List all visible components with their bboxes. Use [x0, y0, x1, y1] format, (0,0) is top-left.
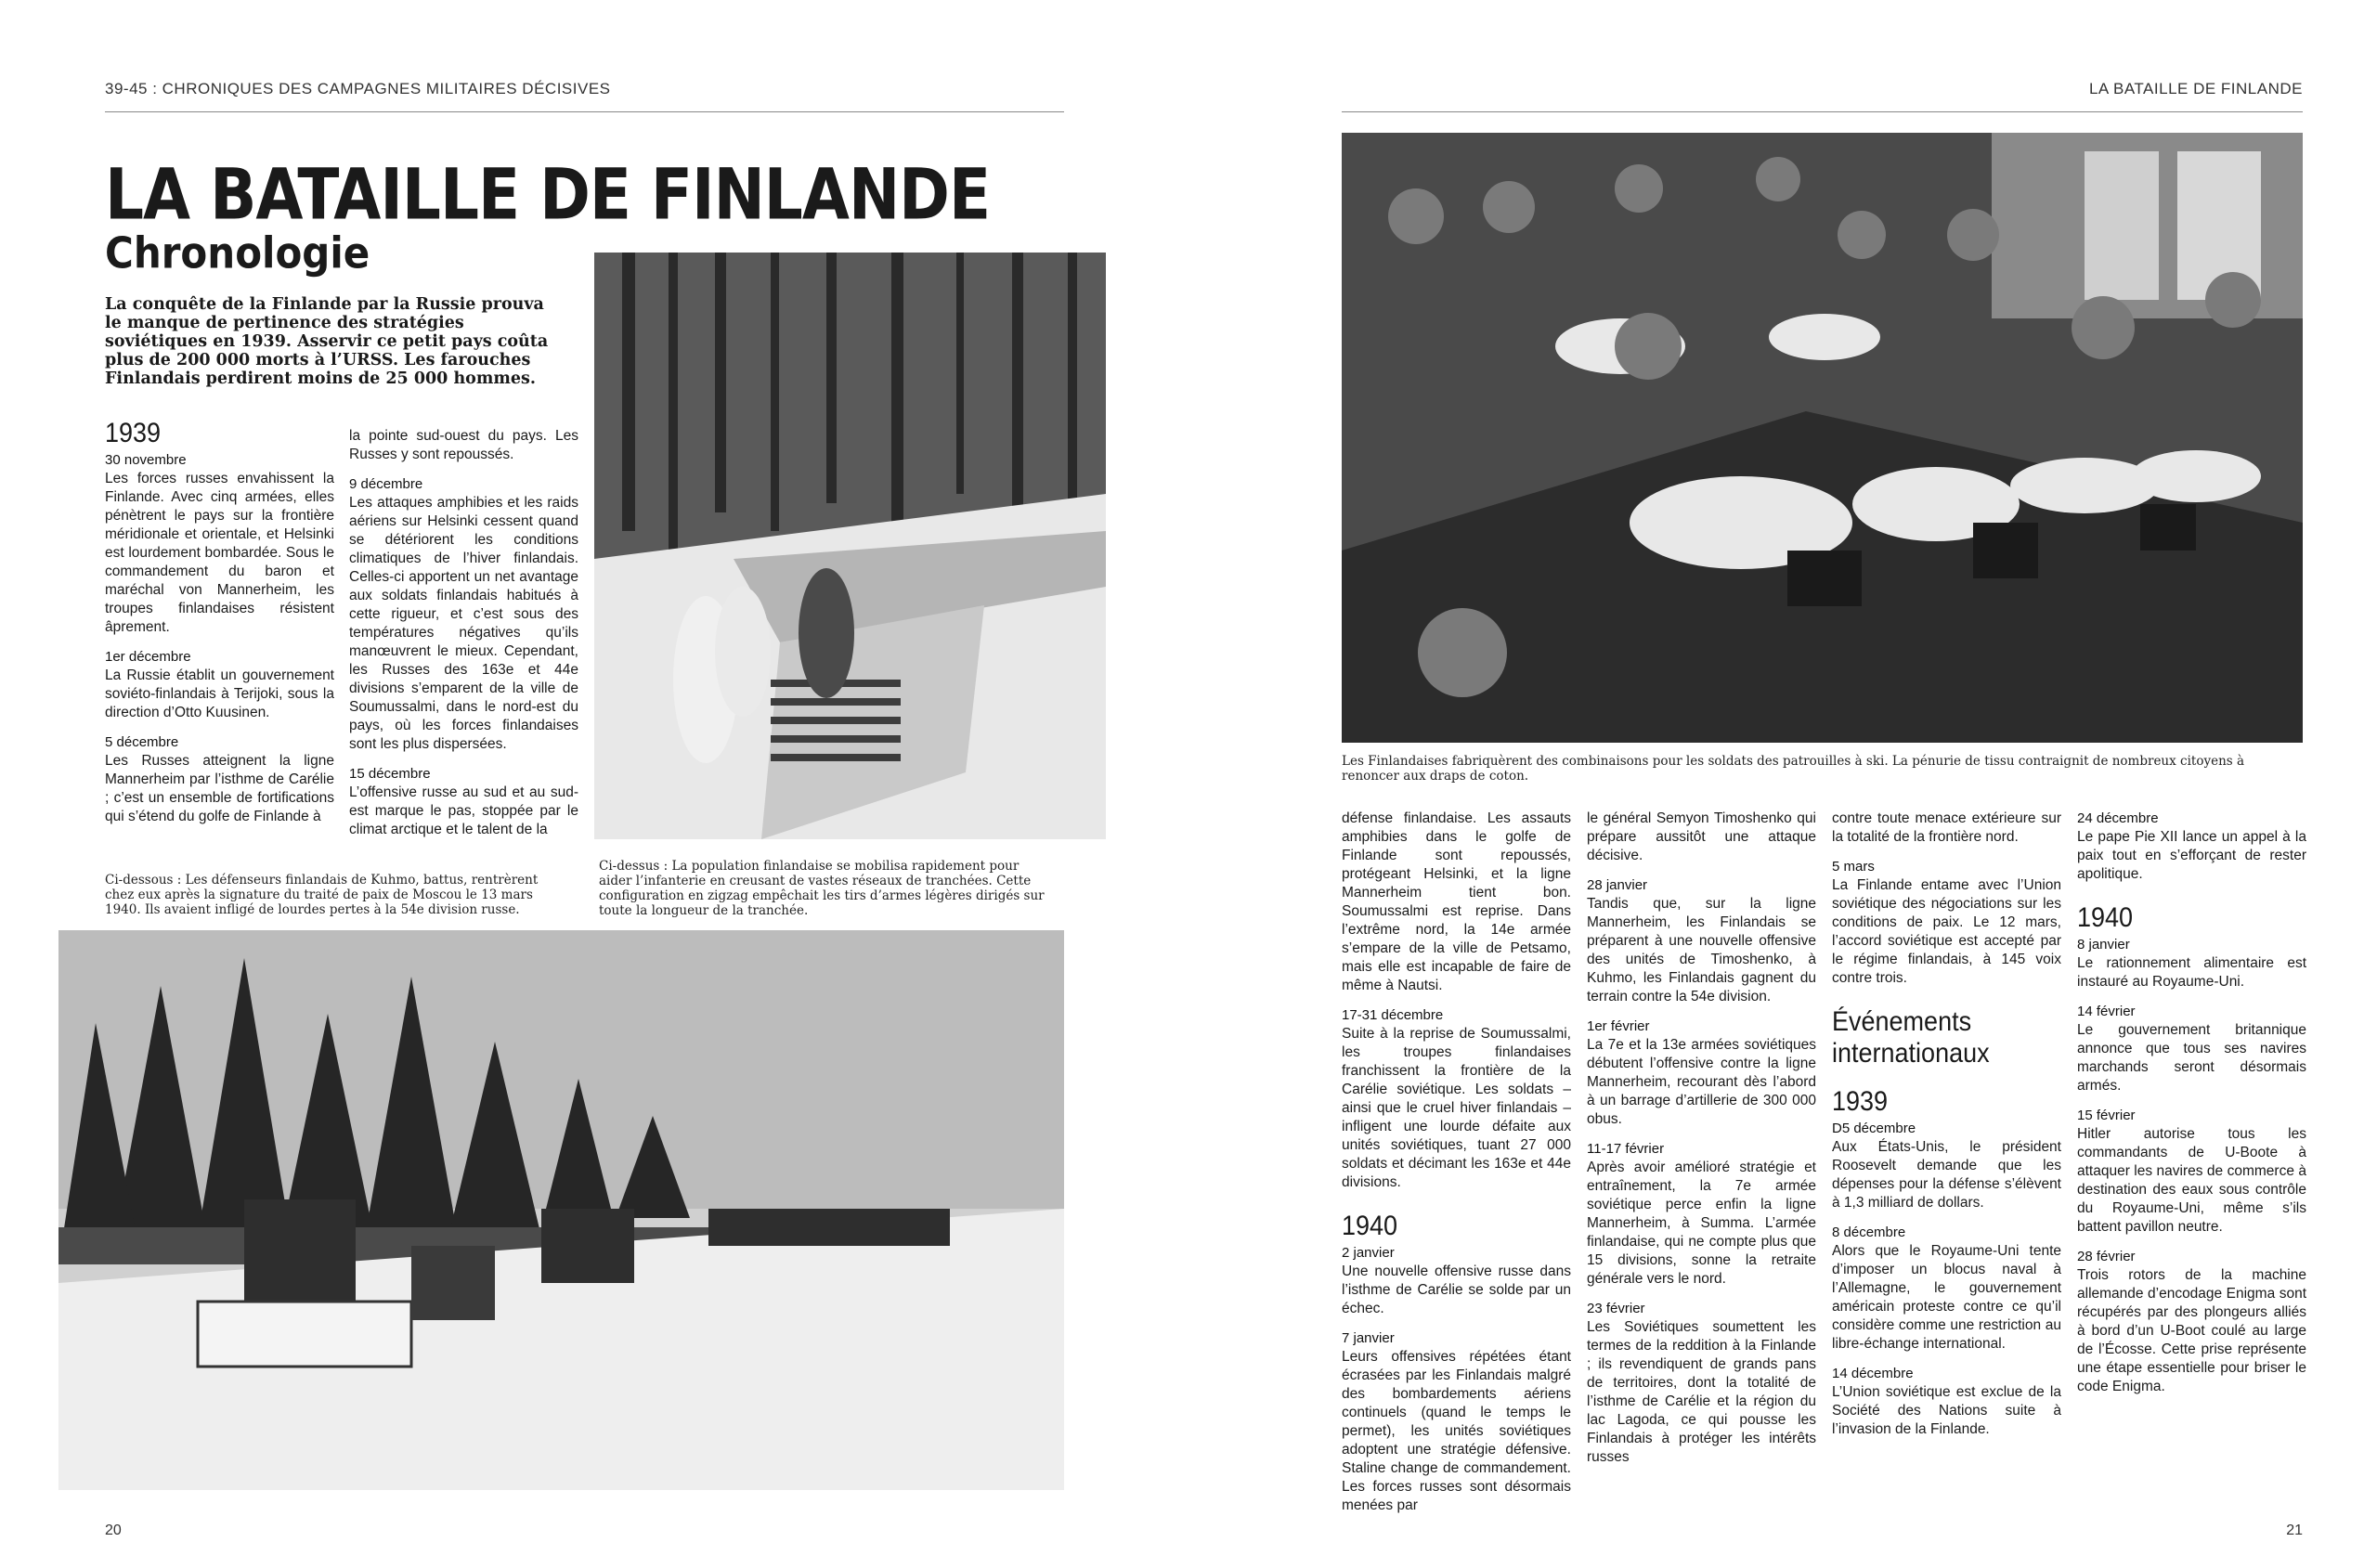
factory-photo	[1342, 133, 2303, 743]
entry-text: Aux États-Unis, le président Roosevelt demande que les dépenses pour la défense s’élèvent à 1,3 milliard de dollars.	[1832, 1139, 2061, 1211]
entry-date: 5 décembre	[105, 734, 179, 750]
convoy-photo	[58, 930, 1064, 1490]
entry-date: 17-31 décembre	[1342, 1007, 1444, 1023]
entry-text: Le pape Pie XII lance un appel à la paix tout en s’efforçant de rester apolitique.	[2077, 829, 2306, 882]
entry-text: Après avoir amélioré stratégie et entraînement, la 7e armée soviétique perce enfin la ligne Mannerheim, à Summa. L’armée finlandaise, qui ne compte plus que 15 divisions, sonne la retraite générale vers le nord.	[1587, 1160, 1816, 1287]
entry-text: Trois rotors de la machine allemande d’encodage Enigma sont récupérés par des plongeurs alliés à bord d’un U-Boot coulé au large de l’Écosse. Cette prise représente une étape essentielle pour briser le code Enigma.	[2077, 1267, 2306, 1394]
trench-photo	[594, 253, 1106, 839]
year-heading: 1939	[105, 418, 162, 448]
entry-text: La Finlande entame avec l’Union soviétique des négociations sur les conditions de paix. Le 12 mars, l’accord soviétique est accepté par le régime finlandais, à 145 voix contre trois.	[1832, 877, 2061, 986]
year-heading: 1940	[2077, 902, 2134, 933]
entry-text: défense finlandaise. Les assauts amphibies dans le golfe de Finlande sont repoussés, protégeant Helsinki, et la ligne Mannerheim tient bon. Soumussalmi est reprise. Dans l’extrême nord, la 14e armée s’empare de la ville de Petsamo, mais elle est incapable de faire de même à Nautsi.	[1342, 810, 1571, 993]
entry-text: Le rationnement alimentaire est instauré au Royaume-Uni.	[2077, 955, 2306, 990]
entry-text: L’Union soviétique est exclue de la Société des Nations suite à l’invasion de la Finlande.	[1832, 1384, 2061, 1437]
entry-text: Leurs offensives répétées étant écrasées par les Finlandais malgré des bombardements aériens continuels (quand le temps le permet), les unités soviétiques adoptent une stratégie défensive. Staline change de commandement. Les forces russes sont désormais menées par	[1342, 1349, 1571, 1513]
header-rule-left	[105, 111, 1064, 112]
entry-text: la pointe sud-ouest du pays. Les Russes y sont repoussés.	[349, 428, 578, 462]
entry-text: Les Soviétiques soumettent les termes de la reddition à la Finlande ; ils revendiquent de grands pans de territoires, dont la totalité de l’isthme de Carélie et la région du lac Lagoda, ce qui pousse les Finlandais à protéger les intérêts russes	[1587, 1319, 1816, 1465]
caption-convoy: Ci-dessous : Les défenseurs finlandais de Kuhmo, battus, rentrèrent chez eux après la signature du traité de paix de Moscou le 13 mars 1940. Ils avaient infligé de lourdes pertes à la 54e division russe.	[105, 873, 539, 917]
entry-text: L’offensive russe au sud et au sud-est marque le pas, stoppée par le climat arctique et le talent de la	[349, 784, 578, 837]
chronology-column-6	[2077, 810, 2306, 1396]
entry-text: Tandis que, sur la ligne Mannerheim, les Finlandais se préparent à une nouvelle offensive des unités de Timoshenko, à Kuhmo, les Finlandais gagnent du terrain contre la 54e division.	[1587, 896, 1816, 1004]
entry-date: D5 décembre	[1832, 1121, 1916, 1136]
entry-text: contre toute menace extérieure sur la totalité de la frontière nord.	[1832, 810, 2061, 845]
entry-date: 7 janvier	[1342, 1330, 1395, 1346]
entry-text: Les Russes atteignent la ligne Mannerheim par l’isthme de Carélie ; c’est un ensemble de fortifications qui s’étend du golfe de Finlande à	[105, 753, 334, 824]
running-head-left: 39-45 : CHRONIQUES DES CAMPAGNES MILITAIRES DÉCISIVES	[105, 80, 611, 97]
entry-date: 24 décembre	[2077, 810, 2159, 826]
entry-date: 15 février	[2077, 1108, 2136, 1123]
entry-date: 2 janvier	[1342, 1245, 1395, 1261]
chronology-column-4	[1587, 810, 1816, 1467]
entry-date: 9 décembre	[349, 476, 423, 492]
page-title: LA BATAILLE DE FINLANDE	[105, 153, 991, 236]
header-rule-right	[1342, 111, 2303, 112]
entry-text: Suite à la reprise de Soumussalmi, les troupes finlandaises franchissent la frontière de la Carélie soviétique. Les soldats – ainsi que le cruel hiver finlandais – infligent une lourde défaite aux unités soviétiques, tuant 27 000 soldats et décimant les 163e et 44e divisions.	[1342, 1026, 1571, 1190]
entry-text: Le gouvernement britannique annonce que tous ses navires marchands seront désormais armés.	[2077, 1022, 2306, 1094]
chronology-column-1	[105, 418, 334, 826]
entry-text: Une nouvelle offensive russe dans l’isthme de Carélie se solde par un échec.	[1342, 1263, 1571, 1316]
entry-text: La Russie établit un gouvernement soviéto-finlandais à Terijoki, sous la direction d’Otto Kuusinen.	[105, 667, 334, 720]
running-head-right: LA BATAILLE DE FINLANDE	[2088, 80, 2303, 97]
page-number-left: 20	[105, 1523, 122, 1538]
entry-date: 14 décembre	[1832, 1366, 1914, 1381]
chronology-column-5	[1832, 810, 2061, 1439]
entry-text: Les forces russes envahissent la Finlande. Avec cinq armées, elles pénètrent le pays sur la frontière méridionale et orientale, et Helsinki est lourdement bombardée. Sous le commandement du baron et maréchal von Mannerheim, les troupes finlandaises résistent âprement.	[105, 471, 334, 635]
year-heading: 1939	[1832, 1086, 1889, 1117]
entry-date: 28 janvier	[1587, 877, 1648, 893]
entry-text: La 7e et la 13e armées soviétiques débutent l’offensive contre la ligne Mannerheim, recourant dès l’abord à un barrage d’artillerie de 300 000 obus.	[1587, 1037, 1816, 1127]
entry-date: 1er février	[1587, 1018, 1650, 1034]
caption-trench: Ci-dessus : La population finlandaise se mobilisa rapidement pour aider l’infanterie en creusant de vastes réseaux de tranchées. Cette configuration en zigzag empêchait les tirs d’armes légères dirigés sur toute la longueur de la tranchée.	[599, 859, 1045, 918]
page-subtitle: Chronologie	[105, 227, 370, 279]
entry-date: 5 mars	[1832, 859, 1875, 875]
chronology-column-2	[349, 427, 578, 839]
chronology-column-3	[1342, 810, 1571, 1515]
intro-paragraph: La conquête de la Finlande par la Russie prouva le manque de pertinence des stratégies soviétiques en 1939. Asservir ce petit pays coûta plus de 200 000 morts à l’URSS. Les farouches Finlandais perdirent moins de 25 000 hommes.	[105, 295, 549, 388]
entry-text: Les attaques amphibies et les raids aériens sur Helsinki cessent quand se détériorent les conditions climatiques de l’hiver finlandais. Celles-ci apportent un net avantage aux soldats finlandais habitués à cette rigueur, et c’est sous des températures négatives qu’ils manœuvrent le mieux. Cependant, les Russes des 163e et 44e divisions s’emparent de la ville de Soumussalmi, dans le nord-est du pays, où les forces finlandaises sont les plus dispersées.	[349, 495, 578, 752]
section-heading: Événements internationaux	[1832, 1006, 1990, 1069]
page-number-right: 21	[2286, 1523, 2303, 1538]
entry-date: 1er décembre	[105, 649, 191, 665]
entry-date: 8 janvier	[2077, 937, 2130, 952]
entry-date: 30 novembre	[105, 452, 187, 468]
entry-text: le général Semyon Timoshenko qui prépare aussitôt une attaque décisive.	[1587, 810, 1816, 863]
entry-date: 11-17 février	[1587, 1141, 1665, 1157]
caption-factory: Les Finlandaises fabriquèrent des combinaisons pour les soldats des patrouilles à ski. La pénurie de tissu contraignit de nombreux citoyens à renoncer aux draps de coton.	[1342, 754, 2245, 784]
entry-date: 28 février	[2077, 1249, 2136, 1264]
entry-date: 14 février	[2077, 1004, 2136, 1019]
entry-date: 8 décembre	[1832, 1225, 1906, 1240]
entry-date: 15 décembre	[349, 766, 431, 782]
entry-text: Alors que le Royaume-Uni tente d’imposer un blocus naval à l’Allemagne, le gouvernement américain proteste contre ce qu’il considère comme une restriction au libre-échange international.	[1832, 1243, 2061, 1352]
entry-date: 23 février	[1587, 1301, 1645, 1316]
year-heading: 1940	[1342, 1211, 1398, 1241]
entry-text: Hitler autorise tous les commandants de U-Boote à attaquer les navires de commerce à destination des eaux sous contrôle du Royaume-Uni, même s’ils battent pavillon neutre.	[2077, 1126, 2306, 1235]
